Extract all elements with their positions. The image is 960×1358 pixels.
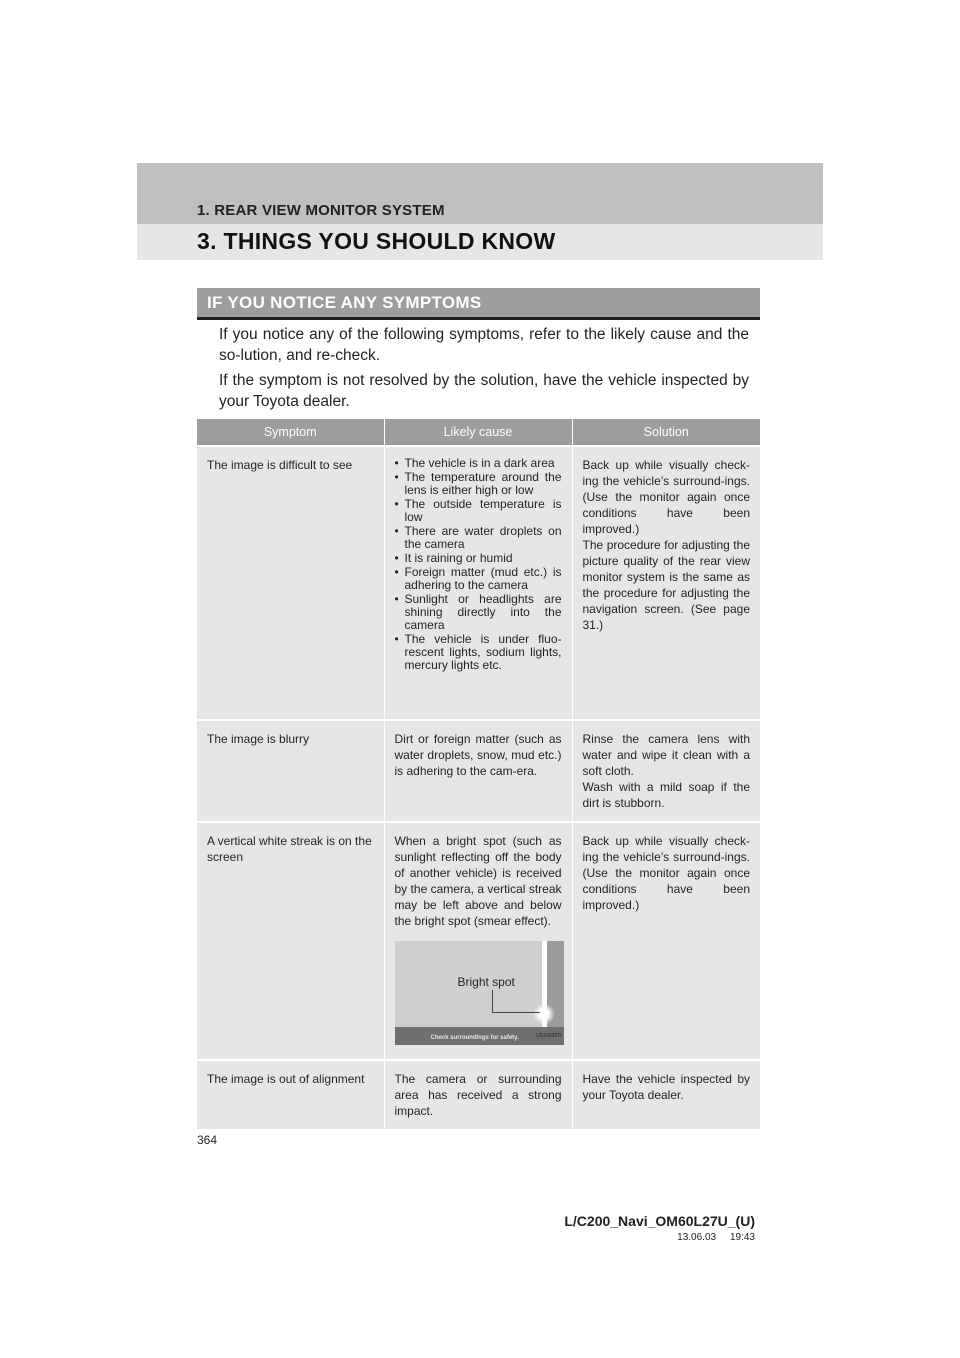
symptom-cell: A vertical white streak is on the screen [197, 822, 384, 1060]
list-item: • There are water droplets on the camera [395, 525, 562, 551]
list-item: • The vehicle is in a dark area [395, 457, 562, 470]
table-header-row [197, 419, 760, 446]
cause-cell: Dirt or foreign matter (such as water droplets, snow, mud etc.) is adhering to the cam-era. [384, 720, 572, 822]
table-row [197, 446, 760, 720]
column-header-solution: Solution [572, 419, 760, 446]
solution-cell: Back up while visually check-ing the vehicle’s surround-ings. (Use the monitor again once conditions have been improved.) [572, 822, 760, 1060]
symptom-cell: The image is difficult to see [197, 446, 384, 720]
page-number: 364 [197, 1133, 218, 1147]
intro-paragraph-1: If you notice any of the following symptoms, refer to the likely cause and the so-lution, and re-check. [219, 326, 749, 364]
cause-cell [384, 446, 572, 720]
symptoms-table [197, 419, 760, 1129]
warning-banner-text: Check surroundings for safety. [430, 1035, 519, 1041]
document-date: 13.06.03 19:43 [677, 1232, 755, 1243]
solution-text-2: The procedure for adjusting the picture quality of the rear view monitor system is the same as the procedure for adjusting the navigation screen. (See page 31.) [582, 538, 750, 632]
list-item: • The vehicle is under fluo-rescent lights, sodium lights, mercury lights etc. [395, 633, 562, 672]
table-row [197, 720, 760, 822]
solution-text: Rinse the camera lens with water and wipe it clean with a soft cloth. [582, 732, 750, 778]
table-row [197, 822, 760, 1060]
table-row [197, 1060, 760, 1129]
page-heading: 3. THINGS YOU SHOULD KNOW [197, 228, 556, 254]
bright-spot-illustration [395, 941, 564, 1045]
callout-leader-vertical [492, 990, 493, 1012]
list-item: • Foreign matter (mud etc.) is adhering to the camera [395, 566, 562, 592]
list-item: • The temperature around the lens is either high or low [395, 471, 562, 497]
solution-cell [572, 446, 760, 720]
symptoms-section-bar [197, 288, 760, 320]
column-header-symptom: Symptom [197, 419, 384, 446]
bright-spot-callout: Bright spot [457, 975, 515, 989]
callout-leader-horizontal [492, 1012, 540, 1013]
list-item: • The outside temperature is low [395, 498, 562, 524]
solution-cell: Have the vehicle inspected by your Toyota dealer. [572, 1060, 760, 1129]
solution-cell [572, 720, 760, 822]
solution-text: Back up while visually check-ing the vehicle’s surround-ings. (Use the monitor again once conditions have been improved.) [582, 458, 750, 536]
symptoms-section-title: IF YOU NOTICE ANY SYMPTOMS [207, 293, 482, 312]
symptom-cell: The image is blurry [197, 720, 384, 822]
intro-paragraph-2: If the symptom is not resolved by the solution, have the vehicle inspected by your Toyota dealer. [219, 372, 749, 410]
list-item: • It is raining or humid [395, 552, 562, 565]
solution-text-2: Wash with a mild soap if the dirt is stubborn. [582, 780, 750, 810]
cause-text: When a bright spot (such as sunlight reflecting off the body of another vehicle) is received by the camera, a vertical streak may be left above and below the bright spot (smear effect). [394, 834, 562, 928]
document-code: L/C200_Navi_OM60L27U_(U) [564, 1213, 755, 1229]
section-label: 1. REAR VIEW MONITOR SYSTEM [197, 202, 445, 219]
symptom-cell: The image is out of alignment [197, 1060, 384, 1129]
cause-list [395, 457, 562, 672]
cause-cell [384, 822, 572, 1060]
column-header-likely-cause: Likely cause [384, 419, 572, 446]
bright-spot-icon [533, 1003, 555, 1025]
illustration-code: US10028TI [536, 1033, 562, 1039]
cause-cell: The camera or surrounding area has received a strong impact. [384, 1060, 572, 1129]
list-item: • Sunlight or headlights are shining directly into the camera [395, 593, 562, 632]
